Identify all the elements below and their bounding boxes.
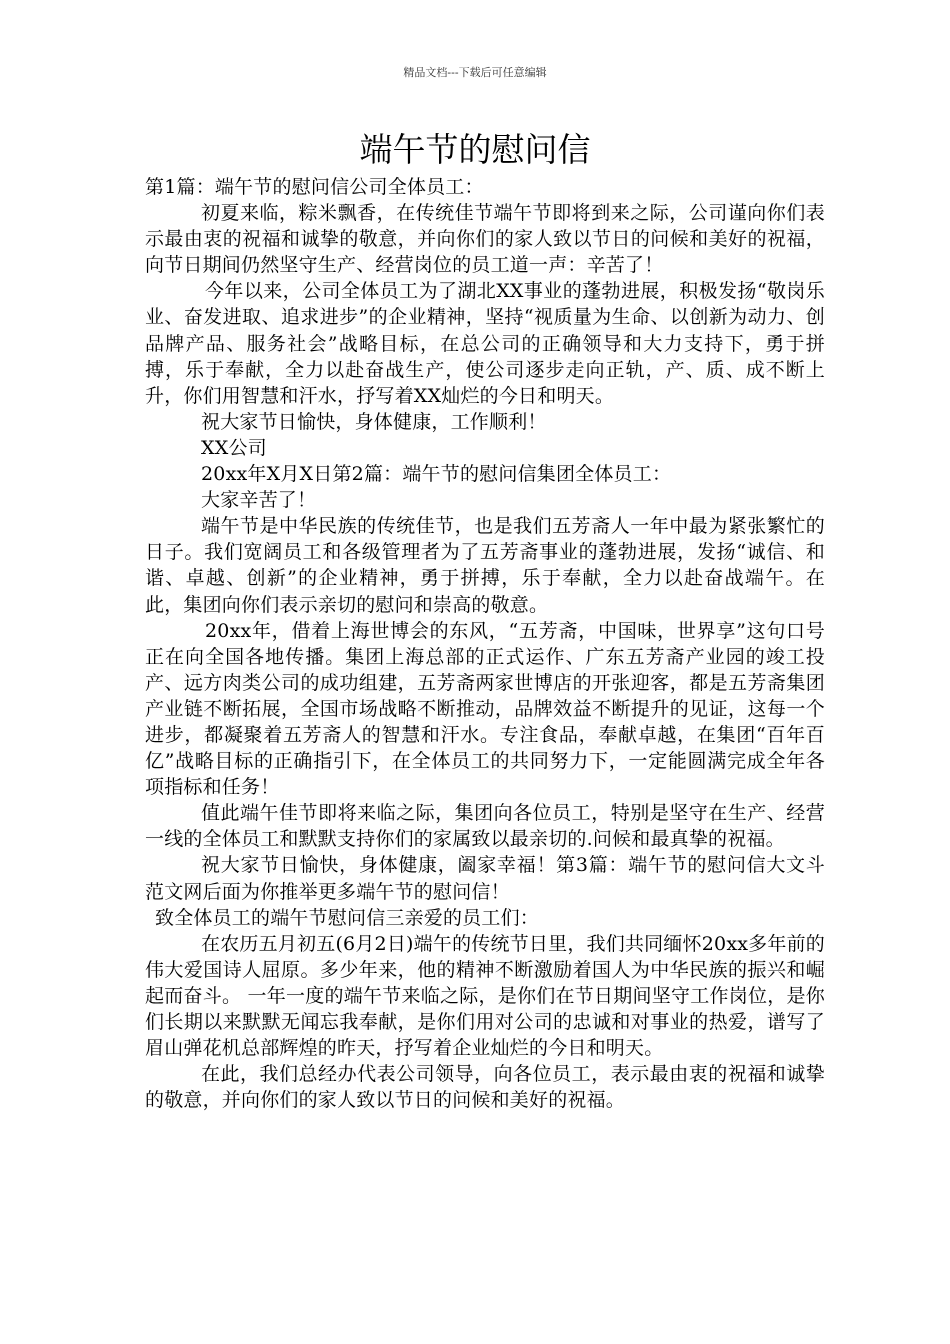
document-body: [145, 174, 825, 1113]
paragraph: 致全体员工的端午节慰问信三亲爱的员工们：: [155, 906, 540, 929]
document-title: 端午节的慰问信: [359, 130, 591, 169]
paragraph: 值此端午佳节即将来临之际，集团向各位员工，特别是坚守在生产、经营一线的全体员工和默默支持你们的家属致以最亲切的.问候和最真挚的祝福。: [145, 802, 825, 851]
paragraph: 20xx年X月X日第2篇：端午节的慰问信集团全体员工：: [201, 463, 672, 486]
paragraph: 祝大家节日愉快，身体健康，工作顺利！: [201, 410, 547, 433]
paragraph: 初夏来临，粽米飘香，在传统佳节端午节即将到来之际，公司谨向你们表示最由衷的祝福和诚挚的敬意，并向你们的家人致以节日的问候和美好的祝福，向节日期间仍然坚守生产、经营岗位的员工道一声：辛苦了！: [145, 202, 825, 277]
page-header-watermark: 精品文档---下载后可任意编辑: [403, 66, 547, 79]
paragraph: 第1篇：端午节的慰问信公司全体员工：: [145, 176, 484, 198]
paragraph: XX公司: [201, 436, 267, 459]
paragraph: 今年以来，公司全体员工为了湖北XX事业的蓬勃进展，积极发扬“敬岗乐业、奋发进取、追求进步”的企业精神，坚持“视质量为生命、以创新为动力、创品牌产品、服务社会”战略目标，在总公司的正确领导和大力支持下，勇于拼搏，乐于奉献，全力以赴奋战生产，使公司逐步走向正轨，产、质、成不断上升，你们用智慧和汗水，抒写着XX灿烂的今日和明天。: [145, 280, 825, 407]
paragraph: 大家辛苦了！: [201, 489, 317, 512]
paragraph: 在此，我们总经办代表公司领导，向各位员工，表示最由衷的祝福和诚挚的敬意，并向你们的家人致以节日的问候和美好的祝福。: [145, 1063, 825, 1112]
paragraph: 端午节是中华民族的传统佳节，也是我们五芳斋人一年中最为紧张繁忙的日子。我们宽阔员工和各级管理者为了五芳斋事业的蓬勃进展，发扬“诚信、和谐、卓越、创新”的企业精神，勇于拼搏，乐于奉献，全力以赴奋战端午。在此，集团向你们表示亲切的慰问和崇高的敬意。: [145, 515, 825, 616]
paragraph: 20xx年，借着上海世博会的东风，“五芳斋，中国味，世界享”这句口号正在向全国各地传播。集团上海总部的正式运作、广东五芳斋产业园的竣工投产、远方肉类公司的成功组建，五芳斋两家世博店的开张迎客，都是五芳斋集团产业链不断拓展，全国市场战略不断推动，品牌效益不断提升的见证，这每一个进步，都凝聚着五芳斋人的智慧和汗水。专注食品，奉献卓越，在集团“百年百亿”战略目标的正确指引下，在全体员工的共同努力下，一定能圆满完成全年各项指标和任务！: [145, 619, 825, 799]
paragraph: 祝大家节日愉快，身体健康，阖家幸福！第3篇：端午节的慰问信大文斗范文网后面为你推举更多端午节的慰问信！: [145, 854, 825, 903]
paragraph: 在农历五月初五(6月2日)端午的传统节日里，我们共同缅怀20xx多年前的伟大爱国诗人屈原。多少年来，他的精神不断激励着国人为中华民族的振兴和崛起而奋斗。 一年一度的端午节来临之际，是你们在节日期间坚守工作岗位，是你们长期以来默默无闻忘我奉献，是你们用对公司的忠诚和对事业的热爱，谱写了眉山弹花机总部辉煌的昨天，抒写着企业灿烂的今日和明天。: [145, 932, 825, 1060]
